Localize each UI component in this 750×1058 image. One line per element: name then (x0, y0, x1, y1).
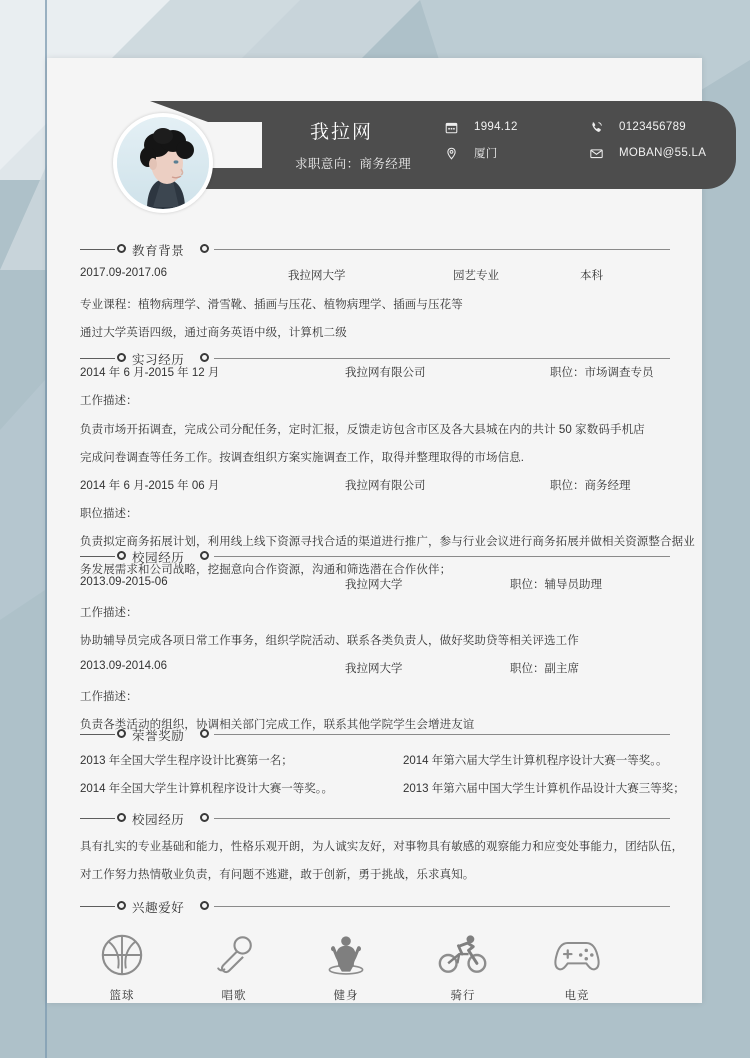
hobby-label: 篮球 (109, 990, 135, 1002)
section-ring-left-icon (117, 551, 126, 560)
award-left: 2013 年全国大学生程序设计比赛第一名； (80, 755, 293, 767)
hobby-label: 电竞 (564, 990, 590, 1002)
education-school: 我拉网大学 (288, 270, 346, 282)
candidate-name: 我拉网 (310, 122, 374, 143)
calendar-icon (445, 120, 465, 134)
section-lead-rule (80, 906, 115, 907)
hobby-item (79, 930, 165, 1003)
education-cert-line: 通过大学英语四级，通过商务英语中级，计算机二级 (80, 327, 347, 339)
campus-desc-line: 协助辅导员完成各项日常工作事务，组织学院活动、联系各类负责人，做好奖助贷等相关评选工作 (80, 635, 579, 647)
section-ring-left-icon (117, 353, 126, 362)
section-title: 荣誉奖励 (132, 729, 185, 743)
section-ring-right-icon (200, 729, 209, 738)
campus-date: 2013.09-2014.06 (80, 660, 167, 672)
section-ring-right-icon (200, 353, 209, 362)
internship-desc-line: 负责市场开拓调查，完成公司分配任务，定时汇报，反馈走访包含市区及各大县城在内的共计 50 家数码手机店 (80, 424, 645, 436)
education-major: 园艺专业 (453, 270, 499, 282)
phone-icon (590, 120, 610, 134)
contact-column-left (445, 114, 518, 166)
section-title: 兴趣爱好 (132, 901, 185, 915)
section-title: 校园经历 (132, 813, 185, 827)
job-target: 求职意向：商务经理 (295, 157, 412, 171)
contact-location (445, 140, 518, 166)
cyclist-icon (420, 930, 506, 980)
section-title: 教育背景 (132, 244, 185, 258)
section-title: 校园经历 (132, 551, 185, 565)
hobby-item (420, 930, 506, 1003)
section-lead-rule (80, 556, 115, 557)
education-degree: 本科 (580, 270, 603, 282)
avatar-photo (117, 117, 209, 209)
internship-date: 2014 年 6 月-2015 年 06 月 (80, 480, 220, 492)
section-ring-left-icon (117, 813, 126, 822)
section-lead-rule (80, 358, 115, 359)
section-tail-rule (214, 358, 670, 359)
internship-desc-label: 工作描述： (80, 395, 138, 407)
internship-desc-line: 负责拟定商务拓展计划，利用线上线下资源寻找合适的渠道进行推广，参与行业会议进行商务拓展并做相关资源整合据业 (80, 536, 695, 548)
award-left: 2014 年全国大学生计算机程序设计大赛一等奖。。 (80, 783, 334, 795)
campus-desc-label: 工作描述： (80, 607, 138, 619)
section-tail-rule (214, 906, 670, 907)
internship-company: 我拉网有限公司 (345, 480, 426, 492)
hobby-label: 骑行 (450, 990, 476, 1002)
resume-page (47, 58, 707, 1003)
contact-birthdate (445, 114, 518, 140)
section-ring-right-icon (200, 244, 209, 253)
section-ring-right-icon (200, 901, 209, 910)
campus-school: 我拉网大学 (345, 663, 403, 675)
section-header-self-evaluation (80, 810, 670, 826)
hobby-label: 唱歌 (221, 990, 247, 1002)
section-ring-right-icon (200, 551, 209, 560)
campus-date: 2013.09-2015-06 (80, 576, 168, 588)
internship-position: 职位：商务经理 (550, 480, 631, 492)
section-lead-rule (80, 818, 115, 819)
location-value: 厦门 (474, 148, 498, 160)
section-lead-rule (80, 249, 115, 250)
section-tail-rule (214, 734, 670, 735)
section-header-education (80, 241, 670, 257)
hobby-item (303, 930, 389, 1003)
hobby-item (191, 930, 277, 1003)
education-date: 2017.09-2017.06 (80, 267, 167, 279)
section-tail-rule (214, 556, 670, 557)
section-header-awards (80, 726, 670, 742)
campus-position: 职位：辅导员助理 (510, 579, 602, 591)
contact-phone (590, 114, 706, 140)
self-eval-line: 具有扎实的专业基础和能力，性格乐观开朗，为人诚实友好，对事物具有敏感的观察能力和应变处事能力，团结队伍， (80, 841, 684, 853)
microphone-icon (191, 930, 277, 980)
section-ring-left-icon (117, 729, 126, 738)
avatar (113, 113, 213, 213)
award-right: 2013 年第六届中国大学生计算机作品设计大赛三等奖； (403, 783, 685, 795)
contact-column-right (590, 114, 706, 166)
hobby-label: 健身 (333, 990, 359, 1002)
section-tail-rule (214, 249, 670, 250)
education-course-line: 专业课程：植物病理学、滑雪靴、插画与压花、植物病理学、插画与压花等 (80, 299, 463, 311)
award-right: 2014 年第六届大学生计算机程序设计大赛一等奖。。 (403, 755, 668, 767)
section-ring-left-icon (117, 244, 126, 253)
basketball-icon (79, 930, 165, 980)
location-icon (445, 146, 465, 160)
bodybuilder-icon (303, 930, 389, 980)
birthdate-value: 1994.12 (474, 121, 518, 133)
resume-header (150, 101, 736, 189)
campus-position: 职位：副主席 (510, 663, 579, 675)
campus-desc-line: 负责各类活动的组织，协调相关部门完成工作，联系其他学院学生会增进友谊 (80, 719, 475, 731)
section-ring-left-icon (117, 901, 126, 910)
section-header-campus (80, 548, 670, 564)
email-value: MOBAN@55.LA (619, 147, 707, 159)
section-lead-rule (80, 734, 115, 735)
hobby-item (534, 930, 620, 1003)
phone-value: 0123456789 (619, 121, 686, 133)
self-eval-line: 对工作努力热情敬业负责，有问题不逃避，敢于创新，勇于挑战，乐求真知。 (80, 869, 475, 881)
gamepad-icon (534, 930, 620, 980)
contact-email (590, 140, 706, 166)
internship-date: 2014 年 6 月-2015 年 12 月 (80, 367, 220, 379)
section-header-hobbies (80, 898, 670, 914)
section-title: 实习经历 (132, 353, 185, 367)
internship-company: 我拉网有限公司 (345, 367, 426, 379)
internship-desc-line: 完成问卷调查等任务工作。按调查组织方案实施调查工作，取得并整理取得的市场信息. (80, 452, 525, 464)
internship-position: 职位：市场调查专员 (550, 367, 654, 379)
internship-desc-label: 职位描述： (80, 508, 138, 520)
internship-desc-line: 务发展需求和公司战略，挖掘意向合作资源，沟通和筛选潜在合作伙伴； (80, 564, 452, 576)
section-ring-right-icon (200, 813, 209, 822)
campus-desc-label: 工作描述： (80, 691, 138, 703)
section-tail-rule (214, 818, 670, 819)
campus-school: 我拉网大学 (345, 579, 403, 591)
mail-icon (590, 146, 610, 160)
